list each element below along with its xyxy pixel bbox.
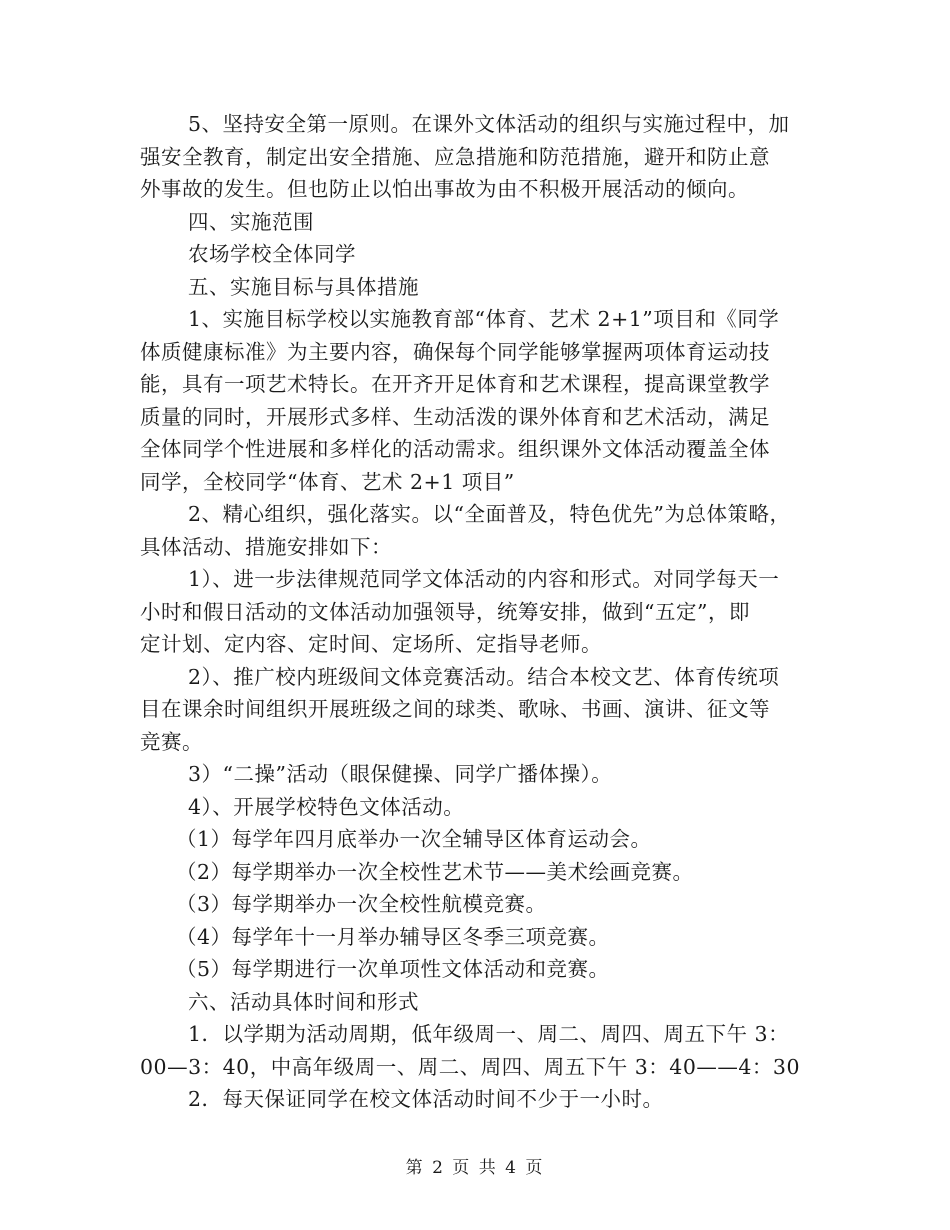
text-line: （1）每学年四月底举办一次全辅导区体育运动会。 (176, 827, 652, 851)
text-line: 全体同学个性进展和多样化的活动需求。组织课外文体活动覆盖全体 (140, 437, 770, 461)
text-line: 五、实施目标与具体措施 (188, 274, 419, 299)
text-line: 强安全教育，制定出安全措施、应急措施和防范措施，避开和防止意 (140, 144, 770, 169)
text-line: 4）、开展学校特色文体活动。 (188, 794, 465, 819)
text-line: 农场学校全体同学 (188, 242, 356, 266)
text-line: 六、活动具体时间和形式 (188, 989, 419, 1014)
text-line: 1、实施目标学校以实施教育部“体育、艺术 2+1”项目和《同学 (188, 307, 780, 331)
text-line: 定计划、定内容、定时间、定场所、定指导老师。 (140, 632, 602, 656)
text-line: 5、坚持安全第一原则。在课外文体活动的组织与实施过程中，加 (188, 112, 790, 136)
text-line: 能，具有一项艺术特长。在开齐开足体育和艺术课程，提高课堂教学 (140, 372, 770, 396)
text-line: 四、实施范围 (188, 209, 314, 234)
text-line: 具体活动、措施安排如下： (140, 534, 392, 559)
text-line: 目在课余时间组织开展班级之间的球类、歌咏、书画、演讲、征文等 (140, 697, 770, 721)
text-line: 1．以学期为活动周期，低年级周一、周二、周四、周五下午 3： (188, 1022, 790, 1046)
text-line: 2．每天保证同学在校文体活动时间不少于一小时。 (188, 1087, 664, 1111)
page-footer: 第 2 页 共 4 页 (405, 1158, 545, 1178)
text-line: 00—3：40，中高年级周一、周二、周四、周五下午 3：40——4：30 (140, 1054, 800, 1079)
text-line: 质量的同时，开展形式多样、生动活泼的课外体育和艺术活动，满足 (140, 404, 770, 429)
text-line: 小时和假日活动的文体活动加强领导，统筹安排，做到“五定”，即 (140, 599, 750, 624)
text-line: 2、精心组织，强化落实。以“全面普及，特色优先”为总体策略， (188, 502, 791, 526)
text-line: （2）每学期举办一次全校性艺术节——美术绘画竞赛。 (176, 859, 694, 884)
text-line: 竞赛。 (140, 729, 203, 754)
text-line: 2）、推广校内班级间文体竞赛活动。结合本校文艺、体育传统项 (188, 664, 780, 689)
text-line: 同学，全校同学“体育、艺术 2+1 项目” (140, 469, 515, 494)
text-line: （3）每学期举办一次全校性航模竞赛。 (176, 892, 547, 916)
text-line: 外事故的发生。但也防止以怕出事故为由不积极开展活动的倾向。 (140, 177, 749, 201)
document-body (140, 108, 820, 1116)
text-line: （5）每学期进行一次单项性文体活动和竞赛。 (176, 957, 610, 981)
text-line: 体质健康标准》为主要内容，确保每个同学能够掌握两项体育运动技 (140, 339, 770, 364)
text-line: 1）、进一步法律规范同学文体活动的内容和形式。对同学每天一 (188, 567, 780, 591)
text-line: 3）“二操”活动（眼保健操、同学广播体操）。 (188, 762, 613, 786)
text-line: （4）每学年十一月举办辅导区冬季三项竞赛。 (176, 924, 610, 949)
